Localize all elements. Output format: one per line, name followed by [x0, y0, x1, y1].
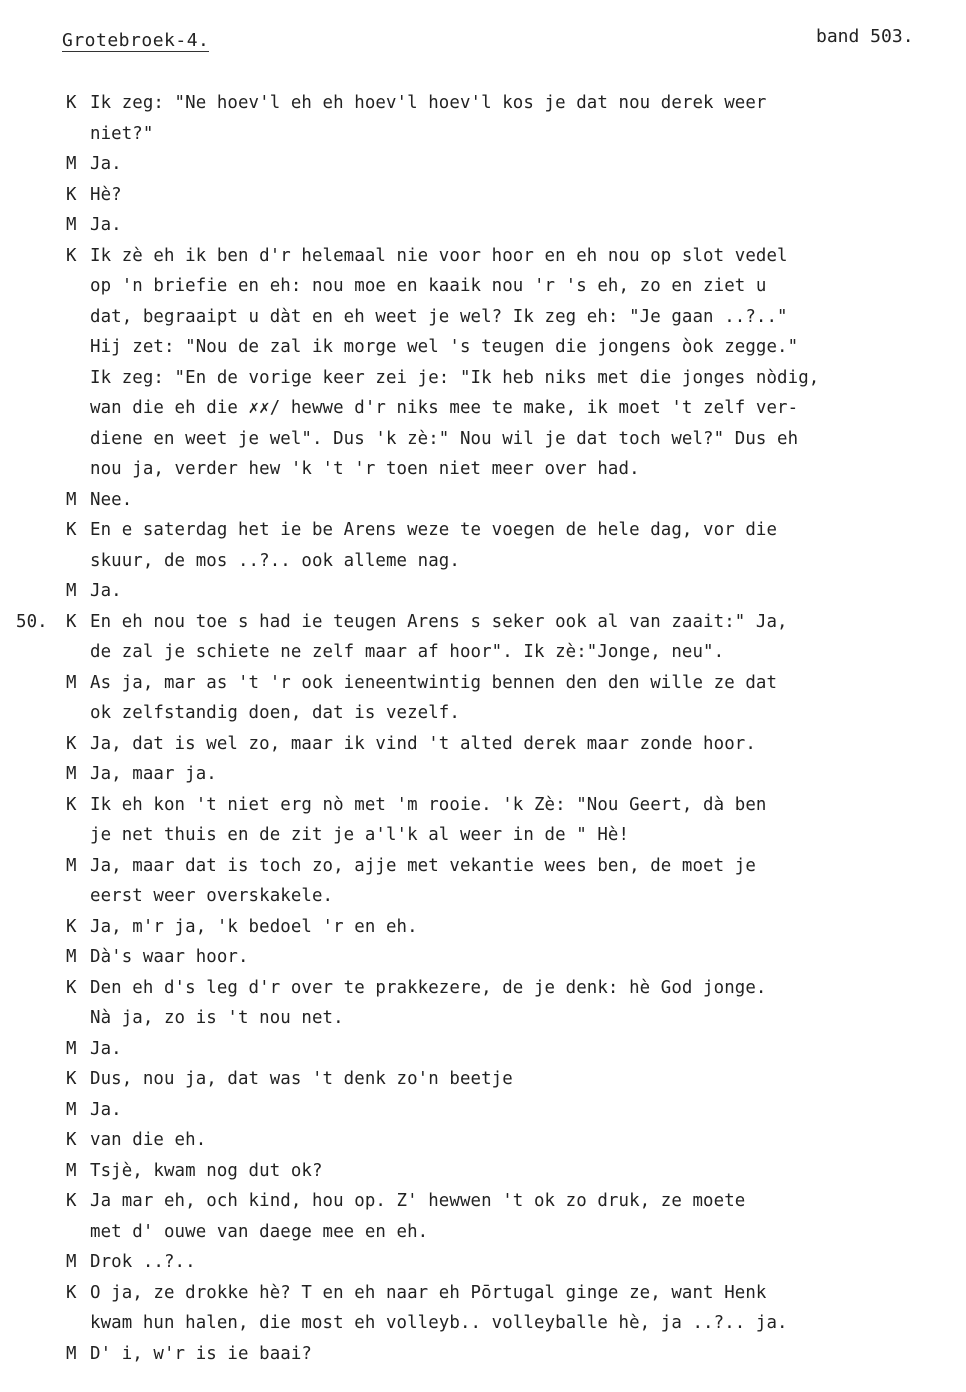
- speaker-label: M: [66, 154, 77, 174]
- utterance-text: Ik zè eh ik ben d'r helemaal nie voor hoor en eh nou op slot vedel op 'n briefie en eh: nou moe en kaaik nou 'r 's eh, zo en ziet u dat, begraaipt u dàt en eh weet je wel? Ik zeg eh: "Je gaan ..?.." Hij zet: "Nou de zal ik morge wel 's teugen die jongens òok zegge." Ik zeg: "En de vorige keer zei je: "Ik heb niks met die jonges nòdig, wan die eh die ✗✗/ hewwe d'r niks mee te make, ik moet 't zelf ver- diene en weet je wel". Dus 'k zè:" Nou wil je dat toch wel?" Dus eh nou ja, verder hew 'k 't 'r toen niet meer over had.: [90, 245, 820, 479]
- transcript-turn: [0, 1034, 966, 1065]
- utterance-text: En e saterdag het ie be Arens weze te voegen de hele dag, vor die skuur, de mos ..?.. ook alleme nag.: [90, 520, 778, 571]
- utterance-text: Ja, maar ja.: [90, 764, 217, 784]
- utterance-text: Ja.: [90, 1099, 122, 1120]
- speaker-label: M: [66, 215, 77, 235]
- transcript-turn: [0, 241, 966, 485]
- speaker-label: K: [66, 733, 77, 754]
- transcript-turn: [0, 759, 966, 790]
- utterance-text: van die eh.: [90, 1130, 207, 1150]
- utterance-text: Ik eh kon 't niet erg nò met 'm rooie. 'k Zè: "Nou Geert, dà ben je net thuis en de zit je a'l'k al weer in de " Hè!: [90, 794, 767, 845]
- transcript-turn: [0, 790, 966, 851]
- speaker-label: K: [66, 1191, 77, 1211]
- speaker-label: K: [66, 1130, 77, 1150]
- speaker-label: K: [66, 93, 77, 113]
- transcript-turn: [0, 973, 966, 1034]
- utterance-text: Ja, m'r ja, 'k bedoel 'r en eh.: [90, 916, 418, 937]
- speaker-label: M: [66, 764, 77, 784]
- speaker-label: M: [66, 1252, 77, 1272]
- utterance-text: Tsjè, kwam nog dut ok?: [90, 1160, 323, 1181]
- utterance-text: Nee.: [90, 489, 133, 510]
- transcript-turn: [0, 210, 966, 241]
- transcript-turn: [0, 180, 966, 211]
- transcript-turn: [0, 668, 966, 729]
- speaker-label: K: [66, 520, 77, 540]
- document-title: Grotebroek-4.: [62, 30, 210, 51]
- transcript-turn: [0, 607, 966, 668]
- utterance-text: Ja, dat is wel zo, maar ik vind 't alted derek maar zonde hoor.: [90, 733, 756, 754]
- speaker-label: M: [66, 581, 77, 601]
- speaker-label: M: [66, 947, 77, 967]
- transcript-turn: [0, 149, 966, 180]
- utterance-text: Dus, nou ja, dat was 't denk zo'n beetje: [90, 1069, 513, 1089]
- speaker-label: M: [66, 1343, 77, 1364]
- speaker-label: K: [66, 1069, 77, 1089]
- utterance-text: Ja.: [90, 215, 122, 235]
- utterance-text: As ja, mar as 't 'r ook ieneentwintig bennen den den wille ze dat ok zelfstandig doen, dat is vezelf.: [90, 672, 778, 723]
- line-number-marker: 50.: [16, 611, 48, 632]
- transcript-turn: [0, 912, 966, 943]
- utterance-text: Dà's waar hoor.: [90, 947, 249, 967]
- speaker-label: K: [66, 916, 77, 937]
- utterance-text: Den eh d's leg d'r over te prakkezere, de je denk: hè God jonge. Nà ja, zo is 't nou net.: [90, 977, 767, 1028]
- transcript-turn: [0, 1278, 966, 1339]
- transcript-turn: [0, 729, 966, 760]
- transcript-turn: [0, 1095, 966, 1126]
- speaker-label: K: [66, 794, 77, 815]
- utterance-text: O ja, ze drokke hè? T en eh naar eh Pōrtugal ginge ze, want Henk kwam hun halen, die most eh volleyb.. volleyballe hè, ja ..?.. ja.: [90, 1282, 788, 1333]
- utterance-text: Ja.: [90, 581, 122, 601]
- utterance-text: En eh nou toe s had ie teugen Arens s seker ook al van zaait:" Ja, de zal je schiete ne zelf maar af hoor". Ik zè:"Jonge, neu".: [90, 611, 788, 662]
- utterance-text: Ja.: [90, 1038, 122, 1059]
- speaker-label: M: [66, 672, 77, 693]
- utterance-text: Drok ..?..: [90, 1252, 196, 1272]
- transcript-turn: [0, 1125, 966, 1156]
- transcript-turn: [0, 88, 966, 149]
- transcript-body: [0, 88, 966, 1369]
- transcript-turn: [0, 515, 966, 576]
- transcript-turn: [0, 1247, 966, 1278]
- transcript-turn: [0, 576, 966, 607]
- speaker-label: M: [66, 1038, 77, 1059]
- speaker-label: K: [66, 184, 77, 205]
- band-number: band 503.: [816, 26, 914, 47]
- transcript-turn: [0, 851, 966, 912]
- utterance-text: Hè?: [90, 184, 122, 205]
- speaker-label: K: [66, 611, 77, 632]
- speaker-label: K: [66, 977, 77, 998]
- speaker-label: M: [66, 489, 77, 510]
- utterance-text: Ja, maar dat is toch zo, ajje met vekantie wees ben, de moet je eerst weer overskakele.: [90, 855, 756, 906]
- speaker-label: K: [66, 245, 77, 266]
- transcript-turn: [0, 942, 966, 973]
- utterance-text: Ik zeg: "Ne hoev'l eh eh hoev'l hoev'l kos je dat nou derek weer niet?": [90, 93, 767, 144]
- transcript-turn: [0, 1339, 966, 1370]
- speaker-label: M: [66, 855, 77, 876]
- speaker-label: M: [66, 1160, 77, 1181]
- utterance-text: Ja.: [90, 154, 122, 174]
- transcript-turn: [0, 485, 966, 516]
- utterance-text: D' i, w'r is ie baai?: [90, 1343, 312, 1364]
- transcript-turn: [0, 1064, 966, 1095]
- transcript-turn: [0, 1186, 966, 1247]
- utterance-text: Ja mar eh, och kind, hou op. Z' hewwen 't ok zo druk, ze moete met d' ouwe van daege mee en eh.: [90, 1191, 746, 1242]
- speaker-label: M: [66, 1099, 77, 1120]
- speaker-label: K: [66, 1282, 77, 1303]
- transcript-turn: [0, 1156, 966, 1187]
